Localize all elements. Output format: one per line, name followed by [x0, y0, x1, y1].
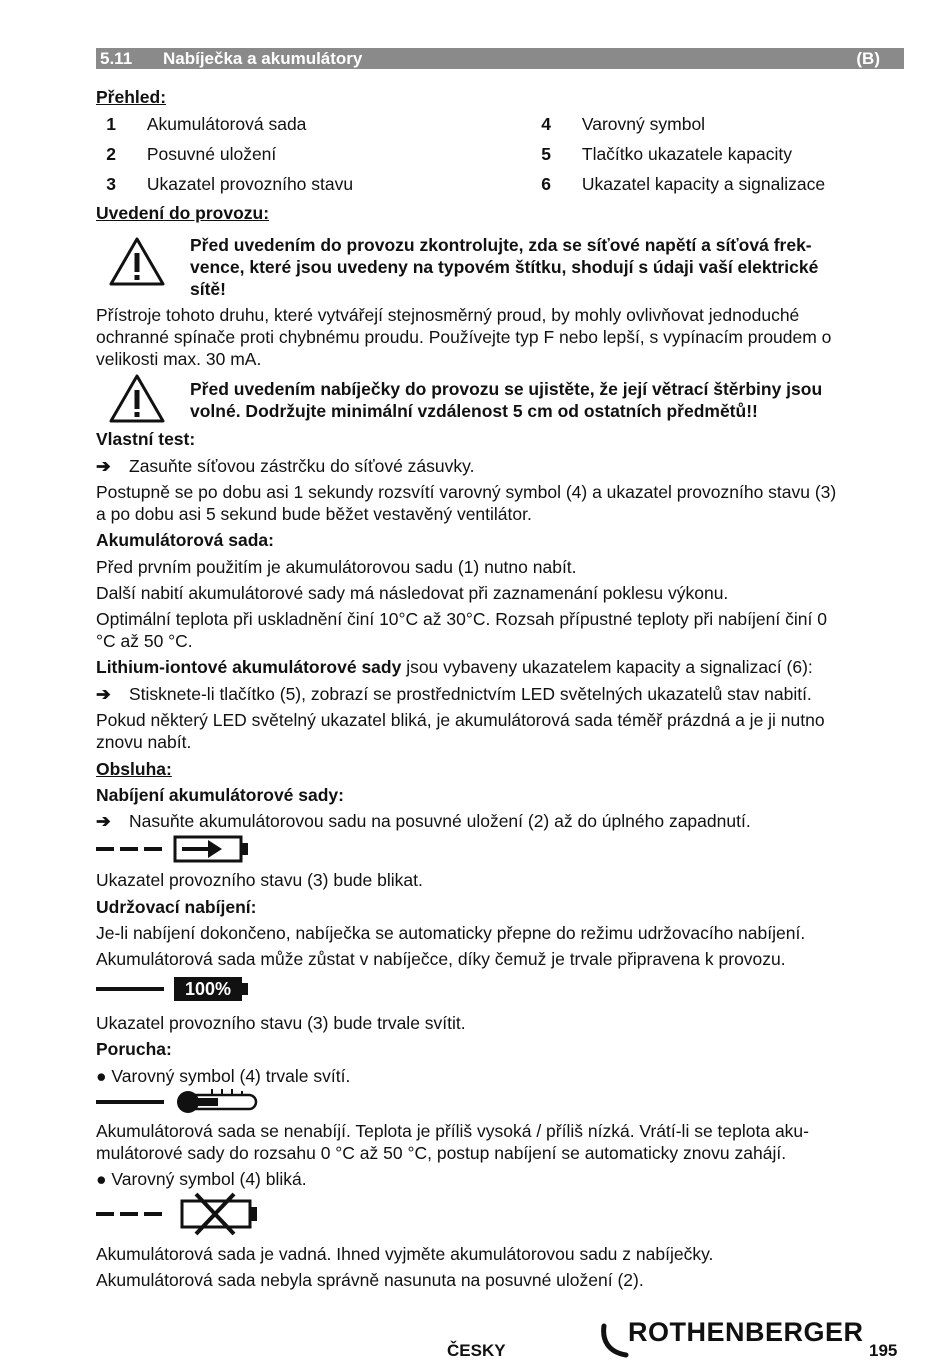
warning-text: Před uvedením nabíječky do provozu se ujistěte, že její větrací štěrbiny jsou [190, 379, 823, 399]
overview-item: 5 Tlačítko ukazatele kapacity [541, 144, 792, 164]
paragraph: Přístroje tohoto druhu, které vytvářejí stejnosměrný proud, by mohly ovlivňovat jednoduché [96, 305, 800, 325]
paragraph: Postupně se po dobu asi 1 sekundy rozsvítí varovný symbol (4) a ukazatel provozního stavu (3) [96, 482, 837, 502]
paragraph: znovu nabít. [96, 732, 192, 752]
charging-blinking-icon [96, 834, 256, 866]
bullet-item: ● Varovný symbol (4) trvale svítí. [96, 1066, 351, 1086]
overview-item: 4 Varovný symbol [541, 114, 706, 134]
overview-item: 6 Ukazatel kapacity a signalizace [541, 174, 826, 194]
paragraph: °C až 50 °C. [96, 631, 193, 651]
paragraph: Před prvním použitím je akumulátorovou sadu (1) nutno nabít. [96, 557, 577, 577]
paragraph: a po dobu asi 5 sekund bude běžet vestavěný ventilátor. [96, 504, 532, 524]
warning-text: volné. Dodržujte minimální vzdálenost 5 cm od ostatních předmětů!! [190, 401, 758, 421]
section-number: 5.11 [100, 49, 133, 68]
battery-full-label: 100% [174, 977, 242, 1001]
overview-heading: Přehled: [96, 87, 167, 107]
paragraph: Akumulátorová sada se nenabíjí. Teplota je příliš vysoká / příliš nízká. Vrátí-li se teplota aku- [96, 1121, 809, 1141]
paragraph: mulátorové sady do rozsahu 0 °C až 50 °C, postup nabíjení se automaticky znovu zahájí. [96, 1143, 787, 1163]
section-title: Nabíječka a akumulátory [163, 49, 363, 68]
section-code: (B) [856, 49, 880, 68]
fault-heading: Porucha: [96, 1039, 172, 1059]
instruction-step: ➔ Zasuňte síťovou zástrčku do síťové zásuvky. [96, 456, 475, 476]
footer-language: ČESKY [447, 1341, 506, 1360]
section-header [96, 48, 904, 69]
overview-item: 2 Posuvné uložení [106, 144, 277, 164]
paragraph: Ukazatel provozního stavu (3) bude trvale svítit. [96, 1013, 466, 1033]
paragraph: Pokud některý LED světelný ukazatel bliká, je akumulátorová sada téměř prázdná a je ji nutno [96, 710, 825, 730]
warning-triangle-icon [108, 236, 166, 288]
arrow-right-icon: ➔ [96, 811, 111, 831]
warning-text: Před uvedením do provozu zkontrolujte, zda se síťové napětí a síťová frek- [190, 235, 812, 255]
warning-text: vence, které jsou uvedeny na typovém štítku, shodují s údaji vaší elektrické [190, 257, 819, 277]
instruction-step: ➔ Stisknete-li tlačítko (5), zobrazí se prostřednictvím LED světelných ukazatelů stav nabití. [96, 684, 812, 704]
warning-text: sítě! [190, 279, 226, 299]
paragraph: Akumulátorová sada nebyla správně nasunuta na posuvné uložení (2). [96, 1270, 644, 1290]
battery-defective-icon [96, 1192, 266, 1236]
brand-logo: ROTHENBERGER [628, 1317, 864, 1347]
paragraph: Lithium-iontové akumulátorové sady jsou vybaveny ukazatelem kapacity a signalizací (6): [96, 657, 813, 677]
bullet-item: ● Varovný symbol (4) bliká. [96, 1169, 307, 1189]
instruction-step: ➔ Nasuňte akumulátorovou sadu na posuvné uložení (2) až do úplného zapadnutí. [96, 811, 751, 831]
paragraph: Je-li nabíjení dokončeno, nabíječka se automaticky přepne do režimu udržovacího nabíjení. [96, 923, 806, 943]
rothenberger-logo-icon [600, 1322, 630, 1358]
overview-item: 3 Ukazatel provozního stavu [106, 174, 354, 194]
charging-heading: Nabíjení akumulátorové sady: [96, 785, 344, 805]
arrow-right-icon: ➔ [96, 684, 111, 704]
paragraph: Optimální teplota při uskladnění činí 10°C až 30°C. Rozsah přípustné teploty při nabíjení činí 0 [96, 609, 827, 629]
paragraph: velikosti max. 30 mA. [96, 349, 262, 369]
selftest-heading: Vlastní test: [96, 429, 196, 449]
paragraph: Akumulátorová sada je vadná. Ihned vyjměte akumulátorovou sadu z nabíječky. [96, 1244, 714, 1264]
operation-heading: Obsluha: [96, 759, 172, 779]
battery-heading: Akumulátorová sada: [96, 530, 274, 550]
startup-heading: Uvedení do provozu: [96, 203, 270, 223]
paragraph: ochranné spínače proti chybnému proudu. Používejte typ F nebo lepší, s vypínacím proudem o [96, 327, 832, 347]
paragraph: Akumulátorová sada může zůstat v nabíječce, díky čemuž je trvale připravena k provozu. [96, 949, 786, 969]
arrow-right-icon: ➔ [96, 456, 111, 476]
page-number: 195 [869, 1341, 898, 1360]
thermometer-icon [96, 1088, 266, 1116]
overview-item: 1 Akumulátorová sada [106, 114, 307, 134]
warning-triangle-icon [108, 373, 166, 425]
maintenance-heading: Udržovací nabíjení: [96, 897, 257, 917]
battery-full-icon [96, 977, 256, 1005]
paragraph: Ukazatel provozního stavu (3) bude blikat. [96, 870, 423, 890]
paragraph: Další nabití akumulátorové sady má následovat při zaznamenání poklesu výkonu. [96, 583, 729, 603]
